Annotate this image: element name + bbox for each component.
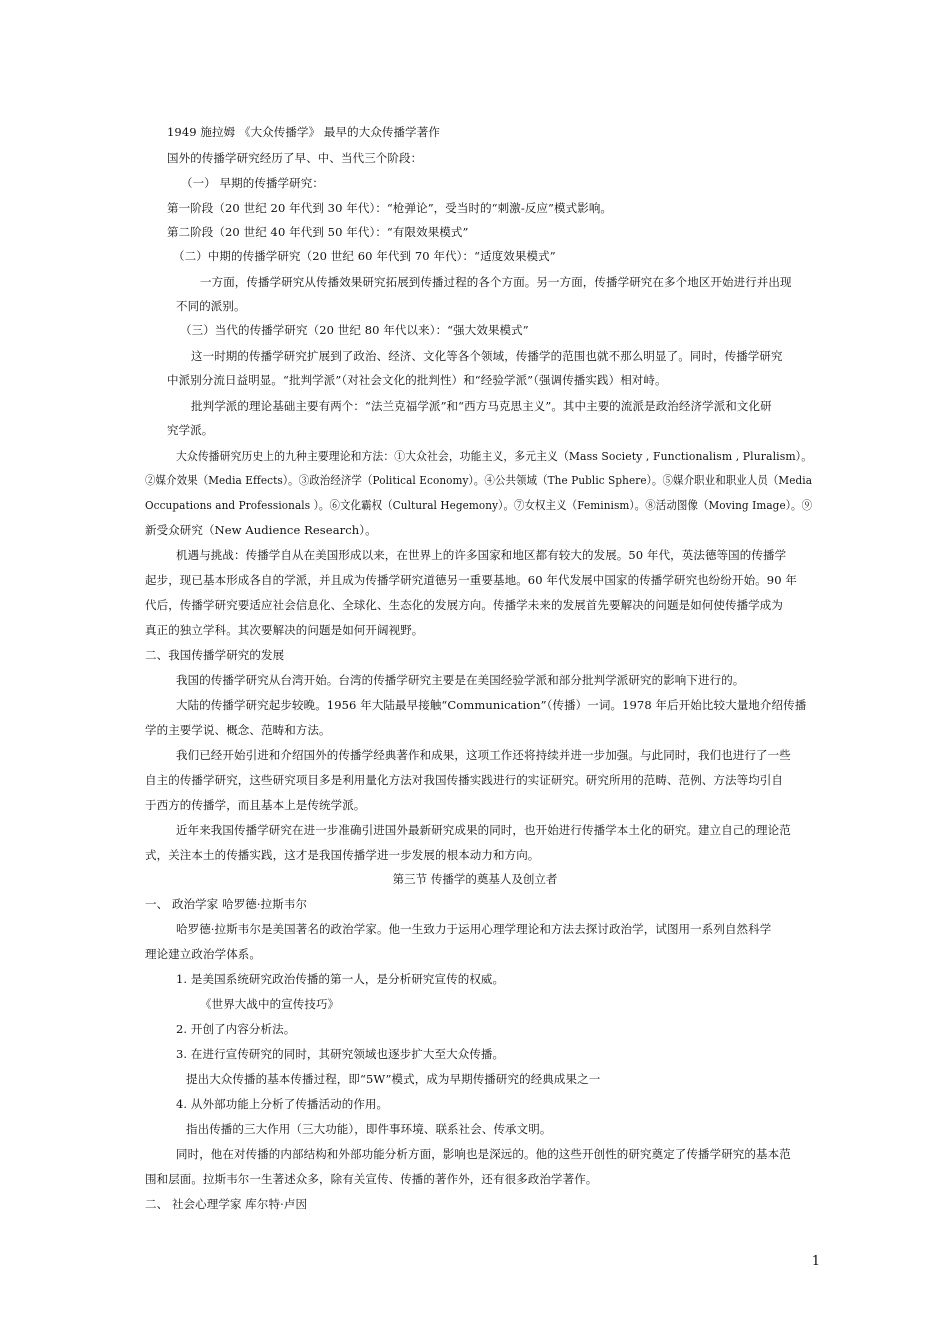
text-line: 大众传播研究历史上的九种主要理论和方法：①大众社会，功能主义，多元主义（Mass Society , Functionalism , Pluralism）。 <box>176 449 813 463</box>
text-line: 《世界大战中的宣传技巧》 <box>200 997 340 1011</box>
text-line: 提出大众传播的基本传播过程，即“5W”模式，成为早期传播研究的经典成果之一 <box>186 1072 601 1086</box>
text-line: 同时，他在对传播的内部结构和外部功能分析方面，影响也是深远的。他的这些开创性的研究奠定了传播学研究的基本范 <box>176 1147 791 1161</box>
list-item: 3. 在进行宣传研究的同时，其研究领域也逐步扩大至大众传播。 <box>176 1047 505 1061</box>
text-line: 这一时期的传播学研究扩展到了政治、经济、文化等各个领域，传播学的范围也就不那么明显了。同时，传播学研究 <box>191 349 783 363</box>
text-line: 学的主要学说、概念、范畴和方法。 <box>145 723 331 737</box>
text-line: 围和层面。拉斯韦尔一生著述众多，除有关宣传、传播的著作外，还有很多政治学著作。 <box>145 1172 598 1186</box>
text-line: 批判学派的理论基础主要有两个：“法兰克福学派”和“西方马克思主义”。其中主要的流派是政治经济学派和文化研 <box>191 399 772 413</box>
page-number: 1 <box>811 1254 820 1269</box>
text-line: 中派别分流日益明显。“批判学派”（对社会文化的批判性）和“经验学派”（强调传播实践）相对峙。 <box>167 373 667 387</box>
section-heading: （二）中期的传播学研究（20 世纪 60 年代到 70 年代）：“适度效果模式” <box>173 249 556 263</box>
text-line: 第一阶段（20 世纪 20 年代到 30 年代）：“枪弹论”，受当时的“刺激-反应”模式影响。 <box>167 201 613 215</box>
text-line: 1949 施拉姆 《大众传播学》 最早的大众传播学著作 <box>167 125 440 139</box>
text-line: 我国的传播学研究从台湾开始。台湾的传播学研究主要是在美国经验学派和部分批判学派研究的影响下进行的。 <box>176 673 745 687</box>
text-line: 大陆的传播学研究起步较晚。1956 年大陆最早接触“Communication”（传播）一词。1978 年后开始比较大量地介绍传播 <box>176 698 807 712</box>
text-line: 我们已经开始引进和介绍国外的传播学经典著作和成果，这项工作还将持续并进一步加强。与此同时，我们也进行了一些 <box>176 748 791 762</box>
chapter-section-title: 第三节 传播学的奠基人及创立者 <box>392 872 558 886</box>
text-line: Occupations and Professionals ）。⑥文化霸权（Cultural Hegemony）。⑦女权主义（Feminism）。⑧活动图像（Moving Image）。⑨ <box>145 498 813 512</box>
list-item: 1. 是美国系统研究政治传播的第一人，是分析研究宣传的权威。 <box>176 972 505 986</box>
text-line: 新受众研究（New Audience Research）。 <box>145 523 377 537</box>
text-line: 指出传播的三大作用（三大功能），即件事环境、联系社会、传承文明。 <box>186 1122 552 1136</box>
text-line: 究学派。 <box>167 423 214 437</box>
text-line: 一方面，传播学研究从传播效果研究拓展到传播过程的各个方面。另一方面，传播学研究在多个地区开始进行并出现 <box>200 275 792 289</box>
text-line: 于西方的传播学，而且基本上是传统学派。 <box>145 798 366 812</box>
section-heading: （三）当代的传播学研究（20 世纪 80 年代以来）：“强大效果模式” <box>180 323 529 337</box>
text-line: 自主的传播学研究，这些研究项目多是利用量化方法对我国传播实践进行的实证研究。研究所用的范畴、范例、方法等均引自 <box>145 773 783 787</box>
text-line: 哈罗德·拉斯韦尔是美国著名的政治学家。他一生致力于运用心理学理论和方法去探讨政治学，试图用一系列自然科学 <box>176 922 772 936</box>
text-line: 代后，传播学研究要适应社会信息化、全球化、生态化的发展方向。传播学未来的发展首先要解决的问题是如何使传播学成为 <box>145 598 783 612</box>
text-line: 真正的独立学科。其次要解决的问题是如何开阔视野。 <box>145 623 424 637</box>
list-item: 2. 开创了内容分析法。 <box>176 1022 296 1036</box>
text-line: 机遇与挑战：传播学自从在美国形成以来，在世界上的许多国家和地区都有较大的发展。50 年代，英法德等国的传播学 <box>176 548 787 562</box>
text-line: 第二阶段（20 世纪 40 年代到 50 年代）：“有限效果模式” <box>167 225 469 239</box>
text-line: 近年来我国传播学研究在进一步准确引进国外最新研究成果的同时，也开始进行传播学本土化的研究。建立自己的理论范 <box>176 823 791 837</box>
text-line: 起步，现已基本形成各自的学派，并且成为传播学研究道德另一重要基地。60 年代发展中国家的传播学研究也纷纷开始。90 年 <box>145 573 797 587</box>
text-line: 式，关注本土的传播实践，这才是我国传播学进一步发展的根本动力和方向。 <box>145 848 540 862</box>
section-heading: 一、 政治学家 哈罗德·拉斯韦尔 <box>145 897 308 911</box>
section-heading: （一） 早期的传播学研究： <box>181 176 324 190</box>
text-line: 不同的派别。 <box>176 299 246 313</box>
section-heading: 二、我国传播学研究的发展 <box>145 648 285 662</box>
text-line: ②媒介效果（Media Effects）。③政治经济学（Political Economy）。④公共领域（The Public Sphere）。⑤媒介职业和职业人员（Media <box>145 473 813 487</box>
section-heading: 二、 社会心理学家 库尔特·卢因 <box>145 1197 308 1211</box>
text-line: 国外的传播学研究经历了早、中、当代三个阶段： <box>167 151 423 165</box>
text-line: 理论建立政治学体系。 <box>145 947 261 961</box>
list-item: 4. 从外部功能上分析了传播活动的作用。 <box>176 1097 389 1111</box>
